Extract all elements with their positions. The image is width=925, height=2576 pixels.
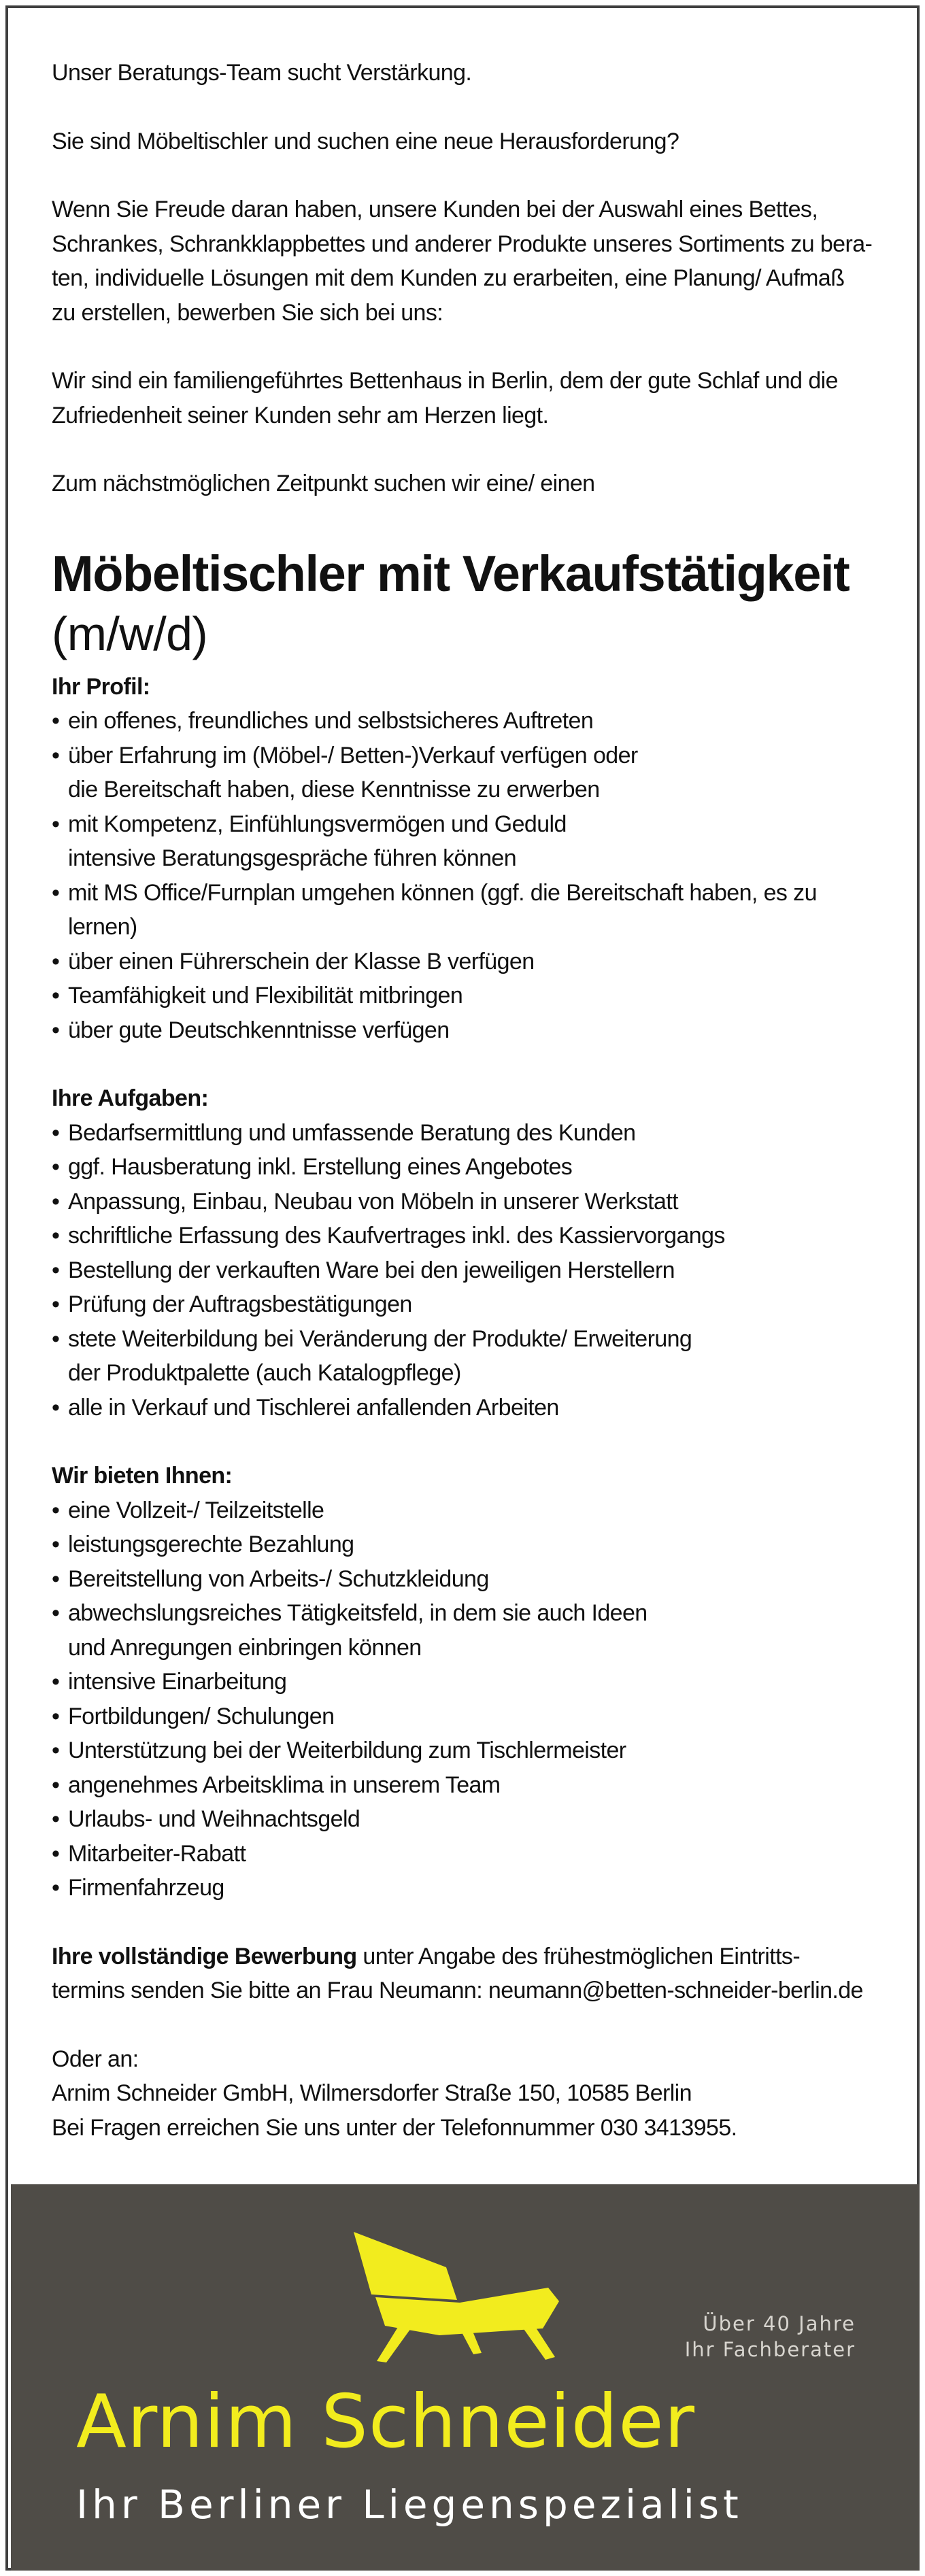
bullet-icon: • <box>52 1600 60 1626</box>
profil-item <box>52 704 881 739</box>
bullet-icon: • <box>52 1565 60 1592</box>
aufgaben-item <box>52 1150 881 1185</box>
aufgaben-item-text: Prüfung der Auftragsbestätigungen <box>68 1291 412 1317</box>
aufgaben-item-text: der Produktpalette (auch Katalogpflege) <box>68 1360 461 1386</box>
section-aufgaben <box>52 1081 881 1425</box>
angebot-item-text: eine Vollzeit-/ Teilzeitstelle <box>68 1497 324 1523</box>
angebot-item <box>52 1527 881 1562</box>
bullet-icon: • <box>52 1119 60 1146</box>
aufgaben-item <box>52 1116 881 1151</box>
profil-heading: Ihr Profil: <box>52 673 150 700</box>
aufgaben-item-list <box>52 1116 881 1425</box>
profil-item-list <box>52 704 881 1047</box>
intro-line-2: Sie sind Möbeltischler und suchen eine neue Herausforderung? <box>52 128 679 154</box>
aufgaben-item-text: ggf. Hausberatung inkl. Erstellung eines Angebotes <box>68 1154 573 1180</box>
angebot-item-text: Urlaubs- und Weihnachtsgeld <box>68 1806 360 1832</box>
profil-item-text: Teamfähigkeit und Flexibilität mitbringen <box>68 983 463 1009</box>
brand-footer <box>11 2184 920 2571</box>
bullet-icon: • <box>52 1497 60 1523</box>
profil-item-text: mit MS Office/Furnplan umgehen können (ggf. die Bereitschaft haben, es zu lernen) <box>68 879 817 940</box>
bullet-icon: • <box>52 1394 60 1421</box>
profil-item <box>52 945 881 979</box>
aufgaben-item <box>52 1322 881 1391</box>
bewerbung-email-line: termins senden Sie bitte an Frau Neumann: neumann@betten-schneider-berlin.de <box>52 1978 863 2003</box>
bullet-icon: • <box>52 1703 60 1729</box>
job-title: Möbeltischler mit Verkaufstätigkeit <box>52 545 850 602</box>
angebot-item <box>52 1837 881 1871</box>
ad-content <box>52 56 881 2145</box>
angebot-item-text: abwechslungsreiches Tätigkeitsfeld, in dem sie auch Ideen <box>68 1600 648 1626</box>
intro-paragraph-1: Wenn Sie Freude daran haben, unsere Kunden bei der Auswahl eines Bettes, Schrankes, Schrankklappbettes und anderer Produkte unseres Sortiments zu bera- ten, individuelle Lösungen mit dem Kunden zu erarbeiten, eine Planung/ Aufmaß zu erstellen, bewerben Sie sich bei uns: <box>52 197 873 326</box>
angebot-item-list <box>52 1493 881 1905</box>
profil-item-text: über gute Deutschkenntnisse verfügen <box>68 1017 450 1043</box>
section-profil <box>52 670 881 1048</box>
profil-item-text: über Erfahrung im (Möbel-/ Betten-)Verkauf verfügen oder <box>68 742 638 768</box>
bullet-icon: • <box>52 1531 60 1557</box>
profil-item <box>52 739 881 807</box>
bullet-icon: • <box>52 1738 60 1763</box>
brand-slogan: Ihr Berliner Liegenspezialist <box>76 2481 743 2528</box>
job-subtitle: (m/w/d) <box>52 607 208 660</box>
aufgaben-item-text: alle in Verkauf und Tischlerei anfallenden Arbeiten <box>68 1394 559 1421</box>
profil-item <box>52 1013 881 1048</box>
brand-name: Arnim Schneider <box>76 2379 696 2464</box>
bullet-icon: • <box>52 1223 60 1249</box>
tagline: Über 40 Jahre Ihr Fachberater <box>684 2312 856 2361</box>
bullet-icon: • <box>52 983 60 1009</box>
angebot-item <box>52 1665 881 1699</box>
angebot-item-text: Unterstützung bei der Weiterbildung zum Tischlermeister <box>68 1738 626 1763</box>
bullet-icon: • <box>52 948 60 975</box>
angebot-item <box>52 1802 881 1837</box>
bullet-icon: • <box>52 811 60 837</box>
profil-item-text: intensive Beratungsgespräche führen können <box>68 845 517 871</box>
bullet-icon: • <box>52 1017 60 1043</box>
angebot-item-text: Fortbildungen/ Schulungen <box>68 1703 335 1729</box>
kontakt-paragraph: Oder an: Arnim Schneider GmbH, Wilmersdorfer Straße 150, 10585 Berlin Bei Fragen erreichen Sie uns unter der Telefonnummer 030 3413955. <box>52 2042 881 2146</box>
angebot-item-text: Bereitstellung von Arbeits-/ Schutzkleidung <box>68 1565 489 1592</box>
bullet-icon: • <box>52 1188 60 1215</box>
section-angebot <box>52 1459 881 1905</box>
job-ad-frame <box>5 5 920 2571</box>
aufgaben-item-text: Anpassung, Einbau, Neubau von Möbeln in unserer Werkstatt <box>68 1188 678 1215</box>
angebot-item-text: angenehmes Arbeitsklima in unserem Team <box>68 1772 501 1798</box>
angebot-item <box>52 1733 881 1768</box>
aufgaben-item <box>52 1253 881 1288</box>
aufgaben-item <box>52 1185 881 1219</box>
bullet-icon: • <box>52 1669 60 1695</box>
profil-item-text: die Bereitschaft haben, diese Kenntnisse zu erwerben <box>68 777 600 802</box>
bullet-icon: • <box>52 1257 60 1283</box>
bewerbung-text: unter Angabe des frühestmöglichen Eintritts- <box>356 1943 801 1969</box>
angebot-item <box>52 1699 881 1734</box>
angebot-item <box>52 1768 881 1803</box>
bullet-icon: • <box>52 1806 60 1832</box>
profil-item-text: über einen Führerschein der Klasse B verfügen <box>68 948 535 975</box>
chair-bed-icon <box>344 2226 569 2362</box>
bewerbung-bold: Ihre vollständige Bewerbung <box>52 1943 357 1969</box>
angebot-item <box>52 1493 881 1528</box>
phone-line: Bei Fragen erreichen Sie uns unter der Telefonnummer 030 3413955. <box>52 2114 737 2141</box>
profil-item-text: ein offenes, freundliches und selbstsicheres Auftreten <box>68 708 594 734</box>
bewerbung-paragraph <box>52 1939 881 2008</box>
profil-item <box>52 979 881 1013</box>
bullet-icon: • <box>52 1154 60 1180</box>
angebot-item-text: intensive Einarbeitung <box>68 1669 287 1695</box>
bullet-icon: • <box>52 879 60 906</box>
angebot-item <box>52 1871 881 1905</box>
aufgaben-item-text: schriftliche Erfassung des Kaufvertrages inkl. des Kassiervorgangs <box>68 1223 725 1249</box>
aufgaben-item-text: stete Weiterbildung bei Veränderung der Produkte/ Erweiterung <box>68 1325 692 1352</box>
angebot-item <box>52 1562 881 1597</box>
profil-item <box>52 876 881 945</box>
aufgaben-item <box>52 1219 881 1253</box>
aufgaben-item <box>52 1391 881 1425</box>
intro-paragraph-2: Wir sind ein familiengeführtes Bettenhaus in Berlin, dem der gute Schlaf und die Zufriedenheit seiner Kunden sehr am Herzen liegt. <box>52 368 838 428</box>
profil-item-text: mit Kompetenz, Einfühlungsvermögen und Geduld <box>68 811 567 837</box>
company-address: Arnim Schneider GmbH, Wilmersdorfer Straße 150, 10585 Berlin <box>52 2080 692 2106</box>
bullet-icon: • <box>52 1291 60 1317</box>
aufgaben-item-text: Bedarfsermittlung und umfassende Beratung des Kunden <box>68 1119 636 1146</box>
angebot-item-text: Mitarbeiter-Rabatt <box>68 1840 246 1867</box>
aufgaben-item <box>52 1287 881 1322</box>
profil-item <box>52 807 881 876</box>
bullet-icon: • <box>52 1772 60 1798</box>
intro-line-3: Zum nächstmöglichen Zeitpunkt suchen wir eine/ einen <box>52 471 595 496</box>
aufgaben-item-text: Bestellung der verkauften Ware bei den jeweiligen Herstellern <box>68 1257 675 1283</box>
angebot-item-text: und Anregungen einbringen können <box>68 1634 422 1661</box>
angebot-item-text: Firmenfahrzeug <box>68 1875 224 1901</box>
angebot-item-text: leistungsgerechte Bezahlung <box>68 1531 354 1557</box>
intro-line-1: Unser Beratungs-Team sucht Verstärkung. <box>52 60 472 86</box>
bullet-icon: • <box>52 742 60 768</box>
bullet-icon: • <box>52 1875 60 1901</box>
bullet-icon: • <box>52 708 60 734</box>
bullet-icon: • <box>52 1840 60 1867</box>
angebot-heading: Wir bieten Ihnen: <box>52 1463 233 1489</box>
bullet-icon: • <box>52 1325 60 1352</box>
aufgaben-heading: Ihre Aufgaben: <box>52 1085 209 1111</box>
angebot-item <box>52 1596 881 1665</box>
